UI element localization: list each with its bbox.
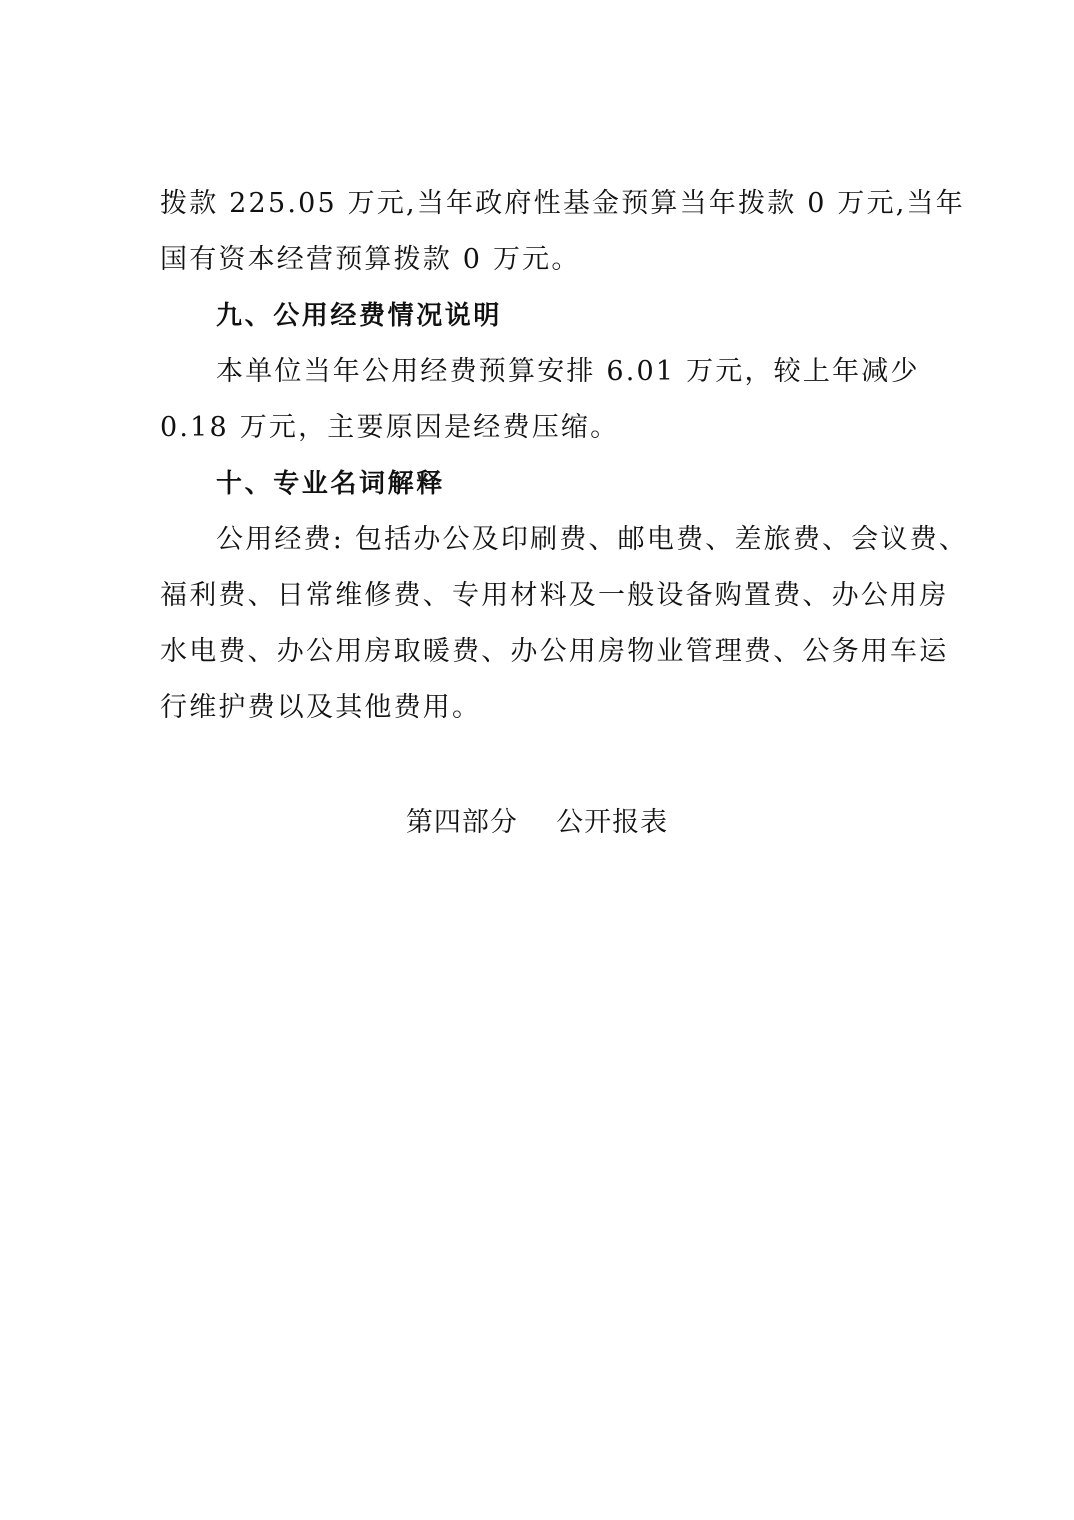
document-body bbox=[160, 176, 969, 736]
body-text-line: 本单位当年公用经费预算安排 6.01 万元，较上年减少 bbox=[216, 356, 920, 387]
section-heading: 十、专业名词解释 bbox=[216, 469, 445, 499]
body-text-line: 福利费、日常维修费、专用材料及一般设备购置费、办公用房 bbox=[160, 580, 949, 611]
section-heading: 九、公用经费情况说明 bbox=[216, 301, 503, 331]
body-text-line: 行维护费以及其他费用。 bbox=[160, 692, 482, 723]
body-text-line: 水电费、办公用房取暖费、办公用房物业管理费、公务用车运 bbox=[160, 636, 949, 667]
body-text-line: 公用经费: 包括办公及印刷费、邮电费、差旅费、会议费、 bbox=[216, 524, 969, 555]
body-text-line: 拨款 225.05 万元,当年政府性基金预算当年拨款 0 万元,当年 bbox=[160, 188, 965, 219]
body-text-line: 国有资本经营预算拨款 0 万元。 bbox=[160, 244, 581, 275]
body-text-line: 0.18 万元，主要原因是经费压缩。 bbox=[160, 412, 620, 443]
part-title: 第四部分 公开报表 bbox=[405, 807, 669, 838]
